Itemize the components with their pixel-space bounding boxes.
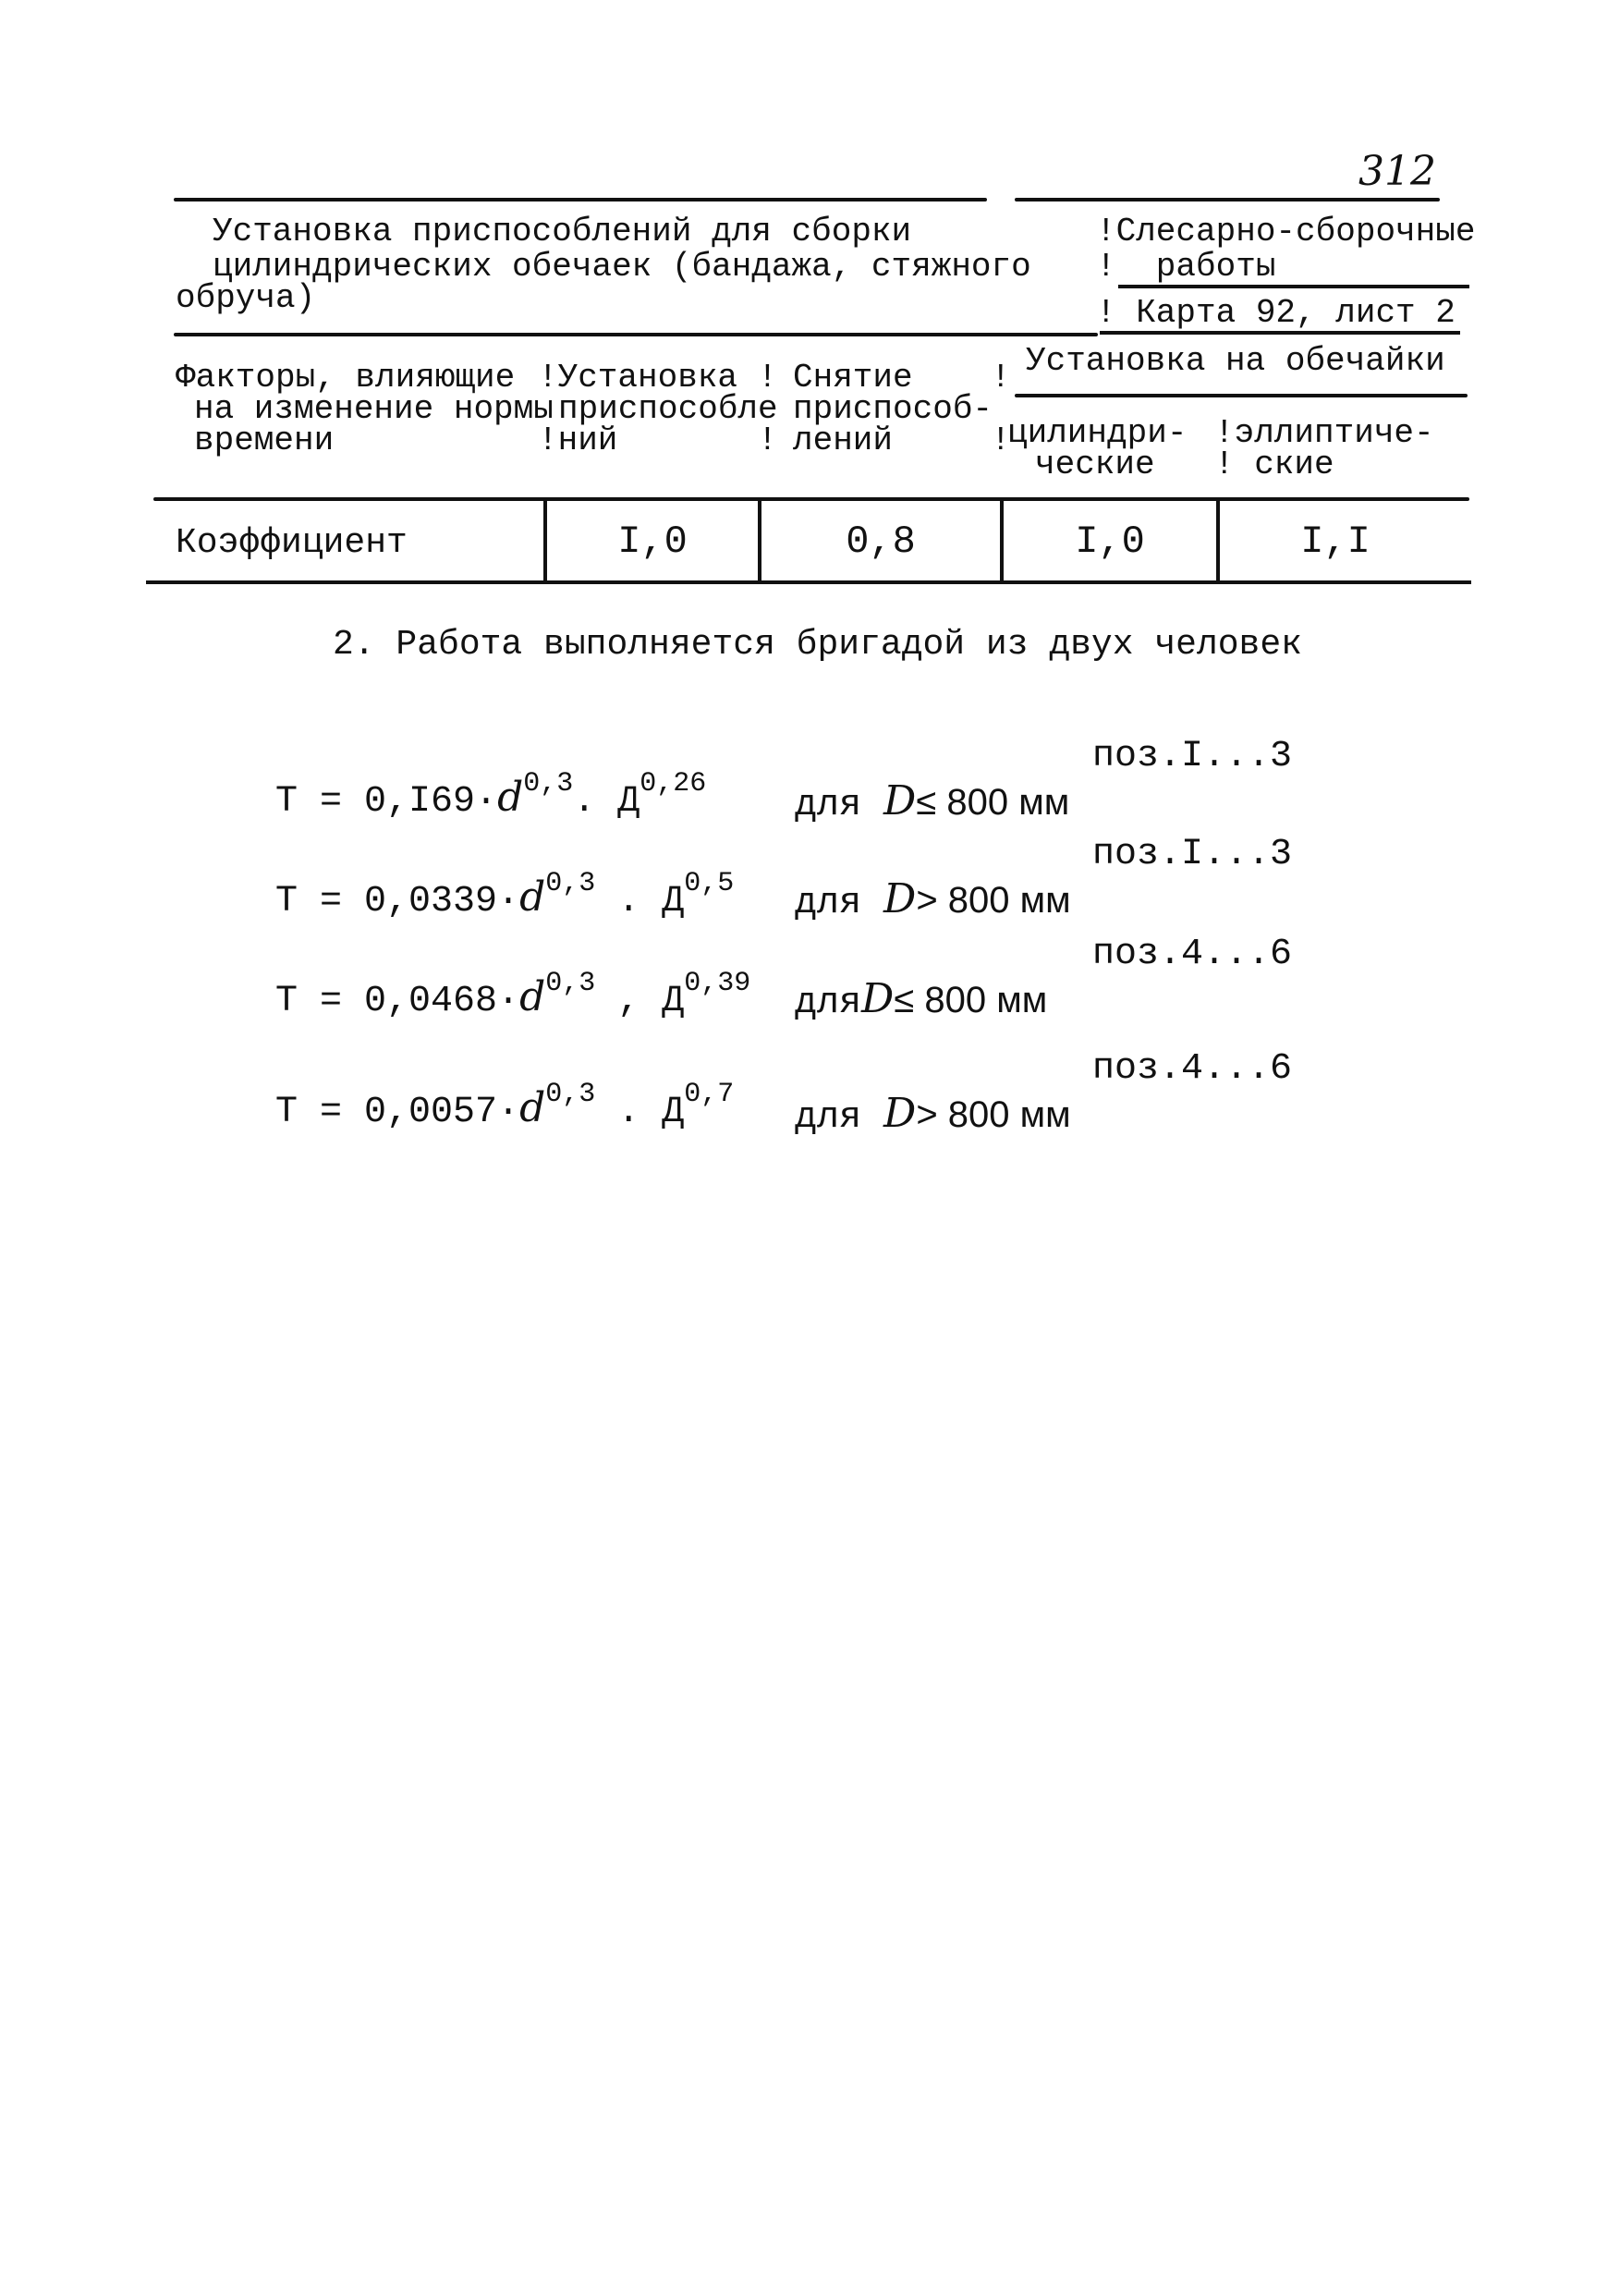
formula-mid: . Д bbox=[595, 1092, 685, 1133]
cyl-line-1: цилиндри- bbox=[1007, 414, 1188, 452]
formula-1 bbox=[231, 732, 706, 823]
shells-rule bbox=[1015, 394, 1468, 397]
formula-4 bbox=[231, 1043, 734, 1133]
table-bottom-rule bbox=[146, 580, 1471, 584]
value-cylindrical: I,0 bbox=[1075, 519, 1145, 564]
factors-line-1: Факторы, влияющие bbox=[176, 359, 516, 397]
ell-line-2: ! ские bbox=[1214, 446, 1334, 483]
formula-4-condition bbox=[750, 1048, 1071, 1139]
cond-prefix: для bbox=[795, 785, 884, 826]
category-line-2: ! работы bbox=[1096, 248, 1276, 286]
card-underline bbox=[1100, 331, 1460, 335]
formula-exp1: 0,3 bbox=[545, 1079, 596, 1110]
cond-D: D bbox=[883, 777, 917, 824]
formula-exp1: 0,3 bbox=[523, 768, 574, 800]
value-remove: 0,8 bbox=[846, 519, 916, 564]
formula-exp1: 0,3 bbox=[545, 868, 596, 899]
row-label: Коэффициент bbox=[176, 523, 408, 563]
cond-D: D bbox=[861, 975, 895, 1022]
cond-value: 800 мм bbox=[936, 782, 1070, 823]
page-number: 312 bbox=[1358, 148, 1436, 195]
cond-op: ≤ bbox=[894, 980, 915, 1020]
formula-exp2: 0,7 bbox=[684, 1079, 735, 1110]
cond-D: D bbox=[883, 875, 917, 922]
value-elliptical: I,I bbox=[1300, 519, 1370, 564]
install-line-3: !ний ! bbox=[538, 421, 778, 459]
cond-value: 800 мм bbox=[937, 880, 1071, 921]
cond-value: 800 мм bbox=[914, 980, 1048, 1020]
install-line-2: приспособле bbox=[558, 390, 778, 428]
formula-mid: . Д bbox=[573, 781, 640, 823]
title-line-2: цилиндрических обечаек (бандажа, стяжного bbox=[213, 248, 1031, 286]
formula-exp1: 0,3 bbox=[545, 968, 596, 999]
title-line-1: Установка приспособлений для сборки bbox=[213, 213, 912, 250]
remove-line-3: лений bbox=[793, 421, 894, 459]
formula-mid: . Д bbox=[595, 881, 685, 922]
cyl-line-2: ческие bbox=[1035, 446, 1155, 483]
ell-line-1: !эллиптиче- bbox=[1214, 414, 1434, 452]
formula-d: d bbox=[519, 1084, 546, 1131]
card-label: ! Карта 92, лист 2 bbox=[1096, 294, 1456, 332]
formula-d: d bbox=[519, 873, 546, 921]
formula-lhs: Т = 0,I69· bbox=[275, 781, 498, 823]
formula-3 bbox=[231, 932, 750, 1022]
remove-line-2: приспособ- bbox=[793, 390, 993, 428]
formula-3-pos: поз.4...6 bbox=[1092, 934, 1293, 975]
value-install: I,0 bbox=[617, 519, 688, 564]
top-rule-right bbox=[1015, 198, 1440, 202]
formula-exp2: 0,5 bbox=[684, 868, 735, 899]
section-title: 2. Работа выполняется бригадой из двух человек bbox=[333, 625, 1302, 665]
formula-4-pos: поз.4...6 bbox=[1092, 1048, 1293, 1090]
formula-2 bbox=[231, 832, 734, 922]
shells-header: Установка на обечайки bbox=[1026, 342, 1445, 380]
formula-d: d bbox=[519, 973, 546, 1020]
cond-prefix: для bbox=[795, 983, 862, 1024]
formula-lhs: Т = 0,0468· bbox=[275, 981, 520, 1022]
formula-exp2: 0,26 bbox=[640, 768, 707, 800]
formula-3-condition bbox=[750, 934, 1047, 1024]
title-rule bbox=[174, 333, 1098, 336]
factors-line-2: на изменение нормы bbox=[194, 390, 554, 428]
formula-1-pos: поз.I...3 bbox=[1092, 736, 1293, 777]
formula-exp2: 0,39 bbox=[684, 968, 751, 999]
category-underline bbox=[1118, 285, 1469, 288]
formula-d: d bbox=[497, 774, 524, 821]
cond-op: > bbox=[916, 880, 938, 921]
cond-op: > bbox=[916, 1094, 938, 1135]
formula-lhs: Т = 0,0339· bbox=[275, 881, 520, 922]
cond-op: ≤ bbox=[916, 782, 937, 823]
table-header-rule bbox=[153, 497, 1469, 501]
install-line-1: !Установка ! bbox=[538, 359, 778, 397]
remove-line-1: Снятие bbox=[793, 359, 913, 397]
formula-2-condition bbox=[750, 834, 1071, 924]
factors-line-3: времени bbox=[194, 421, 335, 459]
cond-prefix: для bbox=[795, 883, 884, 924]
title-line-3: обруча) bbox=[176, 279, 316, 317]
remove-mark-2: ! bbox=[991, 421, 1011, 459]
top-rule-left bbox=[174, 198, 987, 202]
formula-1-condition bbox=[750, 736, 1069, 826]
category-line-1: !Слесарно-сборочные bbox=[1096, 213, 1476, 250]
cond-D: D bbox=[883, 1090, 917, 1137]
cond-value: 800 мм bbox=[937, 1094, 1071, 1135]
formula-2-pos: поз.I...3 bbox=[1092, 834, 1293, 875]
formula-mid: , Д bbox=[595, 981, 685, 1022]
cond-prefix: для bbox=[795, 1097, 884, 1139]
remove-mark-1: ! bbox=[991, 359, 1011, 397]
formula-lhs: Т = 0,0057· bbox=[275, 1092, 520, 1133]
